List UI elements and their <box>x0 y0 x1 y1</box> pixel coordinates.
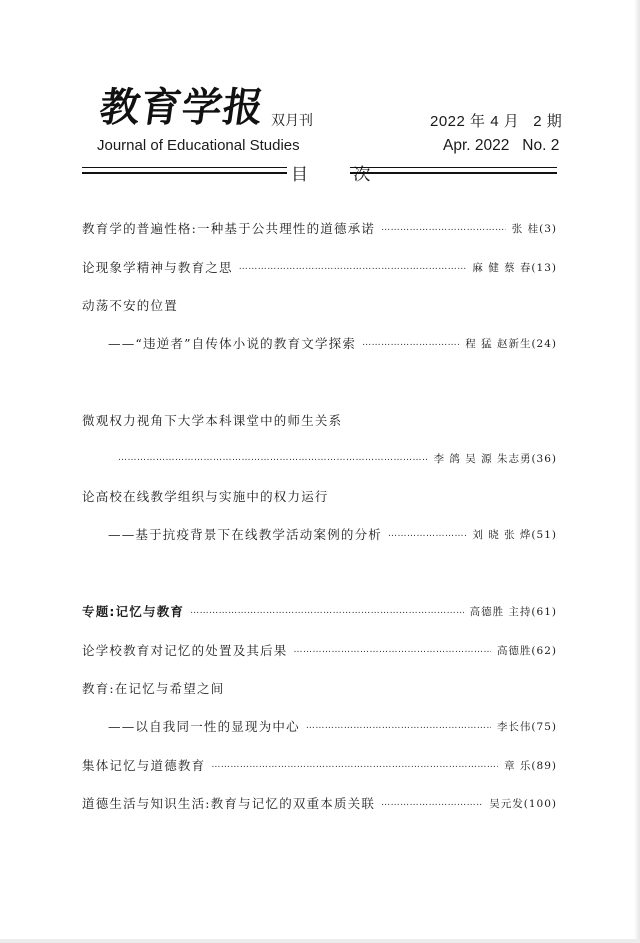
special-topic-title: 专题:记忆与教育 <box>82 604 185 619</box>
toc-entry-title: 教育:在记忆与希望之间 <box>82 681 225 696</box>
dot-leader <box>211 760 498 770</box>
toc-entry-leader-line[interactable] <box>118 448 557 468</box>
toc-entry-title-line[interactable] <box>82 410 557 430</box>
issue-info-chinese: 2022 年 4 月 2 期 <box>430 113 563 130</box>
dot-leader <box>190 606 463 616</box>
toc-entry-title: 论高校在线教学组织与实施中的权力运行 <box>82 489 329 504</box>
dot-leader <box>362 338 459 348</box>
toc-entry-author-page: 李长伟(75) <box>496 720 557 733</box>
issue-info-english: Apr. 2022 No. 2 <box>443 137 560 154</box>
toc-entry[interactable] <box>82 218 557 238</box>
toc-entry-subtitle: ——以自我同一性的显现为中心 <box>108 719 300 734</box>
toc-entry-author-page: 高德胜 主持(61) <box>469 605 557 618</box>
dot-leader <box>118 453 428 463</box>
journal-english-title: Journal of Educational Studies <box>97 137 300 154</box>
dot-leader <box>239 262 467 272</box>
toc-entry-title-line[interactable] <box>82 678 557 698</box>
toc-entry-subtitle: ——“违逆者”自传体小说的教育文学探索 <box>108 336 357 351</box>
toc-entry[interactable] <box>82 640 557 660</box>
toc-entry-title-line[interactable] <box>82 486 557 506</box>
toc-heading: 目 次 <box>291 165 391 185</box>
toc-entry-title: 动荡不安的位置 <box>82 298 178 313</box>
toc-entry-title: 论现象学精神与教育之思 <box>82 260 233 275</box>
toc-entry-title: 微观权力视角下大学本科课堂中的师生关系 <box>82 413 343 428</box>
toc-entry-title: 集体记忆与道德教育 <box>82 758 206 773</box>
toc-entry[interactable] <box>82 755 557 775</box>
toc-special-topic[interactable] <box>82 601 557 621</box>
toc-entry-author-page: 刘 晓 张 烨(51) <box>472 528 557 541</box>
toc-entry[interactable] <box>82 257 557 277</box>
dot-leader <box>381 223 506 233</box>
toc-entry-title: 道德生活与知识生活:教育与记忆的双重本质关联 <box>82 796 376 811</box>
double-rule-right <box>350 167 557 174</box>
dot-leader <box>294 645 491 655</box>
dot-leader <box>381 798 483 808</box>
toc-entry-author-page: 李 鸽 吴 源 朱志勇(36) <box>433 452 557 465</box>
toc-entry-author-page: 高德胜(62) <box>496 644 557 657</box>
page-edge-shadow <box>634 0 640 943</box>
journal-logo: 教育学报 <box>96 84 268 131</box>
publication-frequency: 双月刊 <box>271 113 313 129</box>
toc-entry[interactable] <box>82 793 557 813</box>
toc-entry-author-page: 程 猛 赵新生(24) <box>465 337 557 350</box>
dot-leader <box>306 721 491 731</box>
toc-entry-subtitle: ——基于抗疫背景下在线教学活动案例的分析 <box>108 527 383 542</box>
toc-entry-subtitle-line[interactable] <box>108 716 557 736</box>
page-bottom-edge <box>0 939 640 943</box>
toc-entry-author-page: 麻 健 蔡 春(13) <box>472 261 557 274</box>
toc-entry-subtitle-line[interactable] <box>108 524 557 544</box>
double-rule-left <box>82 167 287 174</box>
dot-leader <box>388 529 466 539</box>
toc-entry-title-line[interactable] <box>82 295 557 315</box>
toc-entry-subtitle-line[interactable] <box>108 333 557 353</box>
toc-entry-author-page: 张 桂(3) <box>511 222 557 235</box>
toc-entry-title: 论学校教育对记忆的处置及其后果 <box>82 643 288 658</box>
toc-entry-title: 教育学的普遍性格:一种基于公共理性的道德承诺 <box>82 221 376 236</box>
toc-entry-author-page: 吴元发(100) <box>489 797 557 810</box>
toc-entry-author-page: 章 乐(89) <box>504 759 557 772</box>
